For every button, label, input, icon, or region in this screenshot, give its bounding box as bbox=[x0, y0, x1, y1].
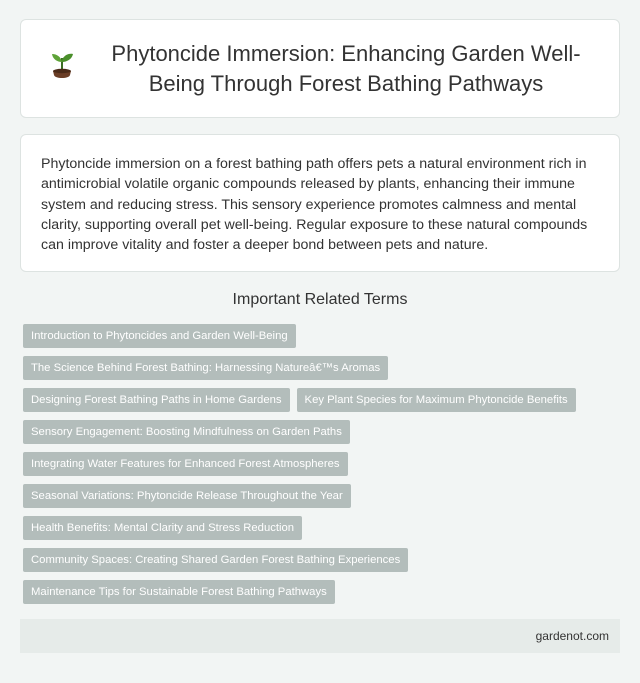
related-term-tag[interactable]: Community Spaces: Creating Shared Garden Forest Bathing Experiences bbox=[23, 548, 408, 572]
page-title: Phytoncide Immersion: Enhancing Garden Well-Being Through Forest Bathing Pathways bbox=[111, 40, 581, 96]
related-terms-list bbox=[23, 324, 623, 604]
related-term-tag[interactable]: The Science Behind Forest Bathing: Harnessing Natureâ€™s Aromas bbox=[23, 356, 388, 380]
related-terms-title: Important Related Terms bbox=[232, 291, 408, 308]
related-term-tag[interactable]: Maintenance Tips for Sustainable Forest Bathing Pathways bbox=[23, 580, 335, 604]
related-term-tag[interactable]: Designing Forest Bathing Paths in Home Gardens bbox=[23, 388, 290, 412]
related-term-tag[interactable]: Sensory Engagement: Boosting Mindfulness on Garden Paths bbox=[23, 420, 350, 444]
summary-card bbox=[20, 134, 620, 272]
related-term-tag[interactable]: Seasonal Variations: Phytoncide Release Throughout the Year bbox=[23, 484, 351, 508]
header-inner bbox=[21, 20, 619, 117]
sprout-icon bbox=[45, 49, 79, 83]
footer bbox=[20, 619, 620, 653]
header-card bbox=[20, 19, 620, 118]
footer-site-link[interactable]: gardenot.com bbox=[535, 629, 609, 643]
related-term-tag[interactable]: Integrating Water Features for Enhanced Forest Atmospheres bbox=[23, 452, 348, 476]
related-term-tag[interactable]: Key Plant Species for Maximum Phytoncide Benefits bbox=[297, 388, 576, 412]
summary-text: Phytoncide immersion on a forest bathing path offers pets a natural environment rich in antimicrobial volatile organic compounds released by plants, enhancing their immune system and reducing stress. This sensory experience promotes calmness and mental clarity, supporting overall pet well-being. Regular exposure to these natural compounds can improve vitality and foster a deeper bond between pets and nature. bbox=[41, 156, 588, 254]
related-term-tag[interactable]: Health Benefits: Mental Clarity and Stress Reduction bbox=[23, 516, 302, 540]
related-term-tag[interactable]: Introduction to Phytoncides and Garden Well-Being bbox=[23, 324, 296, 348]
